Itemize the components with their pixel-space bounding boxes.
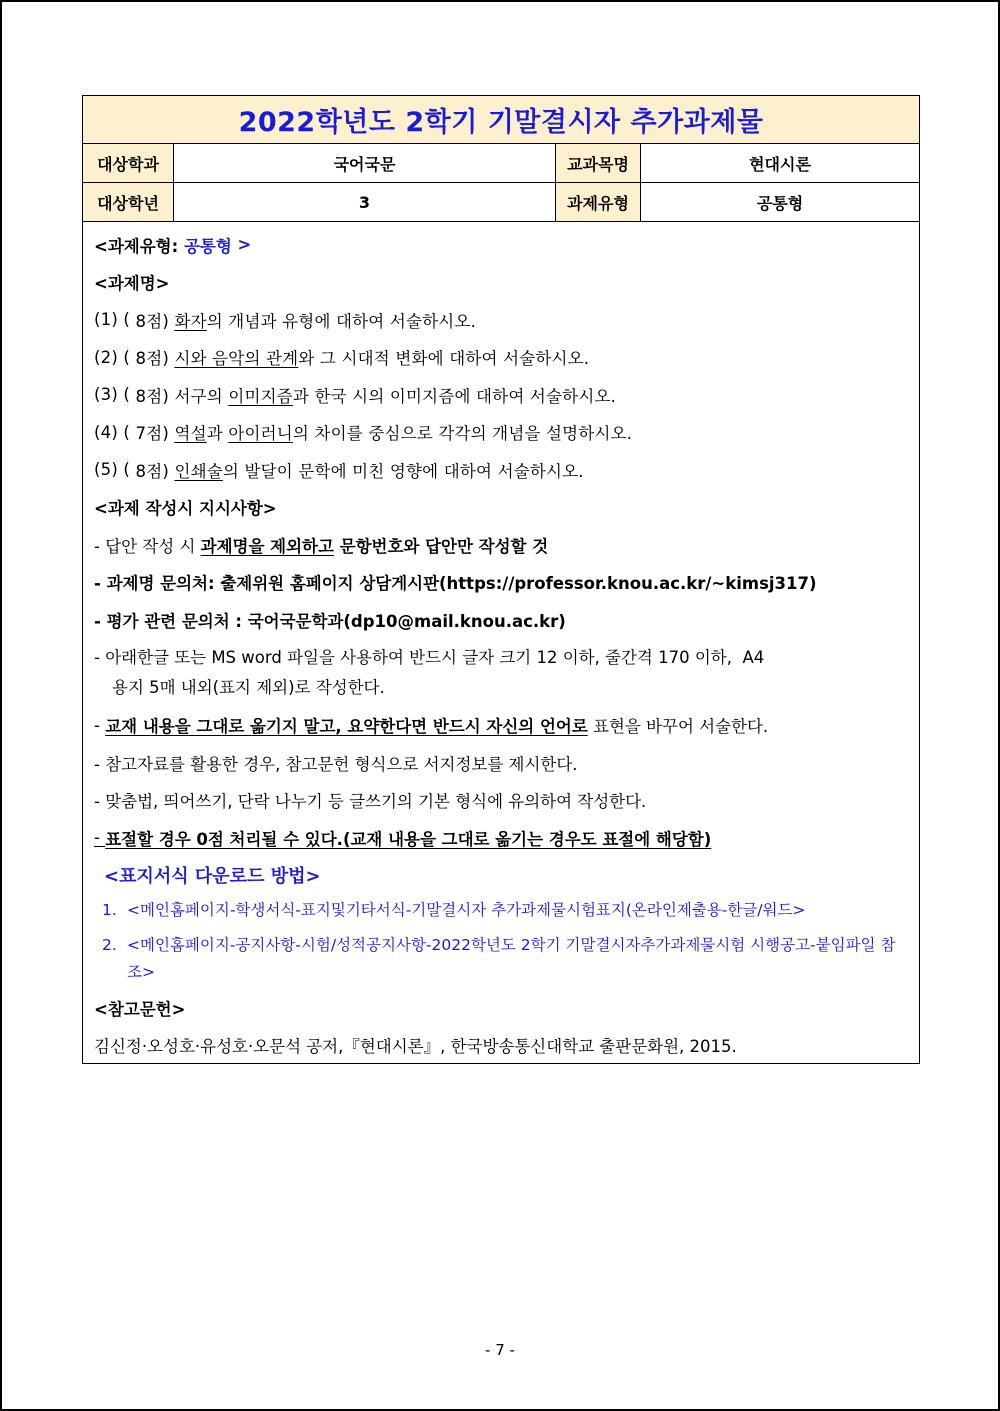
question-text: 와 그 시대적 변화에 대하여 서술하시오. xyxy=(298,349,590,369)
question-item xyxy=(94,376,907,414)
question-points: 8점) xyxy=(130,349,175,369)
instruction-text: 용지 5매 내외(표지 제외)로 작성한다. xyxy=(112,677,385,697)
question-text: 과 xyxy=(206,424,229,444)
meta-row-2 xyxy=(83,183,919,222)
question-number: (4) ( xyxy=(94,422,131,442)
page-title: 2022학년도 2학기 기말결시자 추가과제물 xyxy=(83,96,919,144)
instruction-2: - 과제명 문의처: 출제위원 홈페이지 상담게시판(https://professor.knou.ac.kr/~kimsj317) xyxy=(94,574,817,594)
instruction-text: 문항번호와 답안만 작성할 것 xyxy=(333,536,549,556)
download-heading: <표지서식 다운로드 방법> xyxy=(104,865,321,887)
question-points: 8점) xyxy=(130,461,175,481)
download-item-number: 2. xyxy=(102,935,117,954)
instruction-text: 표현을 바꾸어 서술한다. xyxy=(587,717,769,737)
year-value: 3 xyxy=(174,183,556,221)
instruction-text: - xyxy=(94,715,106,735)
question-keyword: 이미지즘 xyxy=(228,386,293,406)
instruction-emphasis: 교재 내용을 그대로 옮기지 말고, 요약한다면 반드시 자신의 언어로 xyxy=(105,717,588,737)
instruction-6: - 참고자료를 활용한 경우, 참고문헌 형식으로 서지정보를 제시한다. xyxy=(94,754,578,774)
instruction-emphasis: 표절할 경우 0점 처리될 수 있다.(교재 내용을 그대로 옮기는 경우도 표절에 해당함) xyxy=(105,829,712,849)
question-points: 7점) xyxy=(130,424,175,444)
instruction-7: - 맞춤법, 띄어쓰기, 단락 나누기 등 글쓰기의 기본 형식에 유의하여 작성한다. xyxy=(94,792,647,812)
task-type-value: 공통형 xyxy=(183,236,232,256)
question-text: 의 차이를 중심으로 각각의 개념을 설명하시오. xyxy=(292,424,633,444)
instruction-8 xyxy=(94,819,907,857)
year-label: 대상학년 xyxy=(83,183,174,221)
instructions-heading: <과제 작성시 지시사항> xyxy=(94,499,277,519)
references-heading: <참고문헌> xyxy=(94,1000,186,1020)
question-number: (2) ( xyxy=(94,347,131,367)
download-item xyxy=(102,893,907,928)
download-item-text: <메인홈페이지-학생서식-표지및기타서식-기말결시자 추가과제물시험표지(온라인제출용-한글/워드> xyxy=(127,900,806,919)
task-type-prefix: <과제유형: xyxy=(94,236,184,256)
question-text: 의 발달이 문학에 미친 영향에 대하여 서술하시오. xyxy=(222,461,584,481)
question-keyword: 역설 xyxy=(174,424,207,444)
question-item xyxy=(94,339,907,377)
instruction-1 xyxy=(94,526,907,564)
instruction-3: - 평가 관련 문의처 : 국어국문학과(dp10@mail.knou.ac.kr) xyxy=(94,611,566,631)
dept-value: 국어국문 xyxy=(174,144,556,182)
question-list xyxy=(94,301,907,489)
assignment-body xyxy=(83,222,919,1063)
question-item xyxy=(94,414,907,452)
question-keyword: 화자 xyxy=(174,311,207,331)
task-name-heading: <과제명> xyxy=(94,274,170,294)
download-item-number: 1. xyxy=(102,900,117,919)
type-value: 공통형 xyxy=(756,193,804,213)
download-item xyxy=(102,928,907,990)
question-number: (3) ( xyxy=(94,385,131,405)
dept-label: 대상학과 xyxy=(83,144,174,182)
question-number: (5) ( xyxy=(94,460,131,480)
task-type-line xyxy=(94,226,907,264)
question-text: 의 개념과 유형에 대하여 서술하시오. xyxy=(206,311,477,331)
meta-row-1 xyxy=(83,144,919,183)
question-keyword: 인쇄술 xyxy=(174,461,223,481)
instruction-text: - xyxy=(94,828,106,848)
instruction-5 xyxy=(94,707,907,745)
instruction-text: - 아래한글 또는 MS word 파일을 사용하여 반드시 글자 크기 12 이하, 줄간격 170 이하, A4 xyxy=(94,647,765,667)
course-value: 현대시론 xyxy=(749,154,811,174)
question-item xyxy=(94,301,907,339)
question-item xyxy=(94,451,907,489)
question-keyword: 시와 음악의 관계 xyxy=(174,349,299,369)
type-label: 과제유형 xyxy=(556,183,641,221)
assignment-sheet xyxy=(82,95,920,1064)
question-text: 과 한국 시의 이미지즘에 대하여 서술하시오. xyxy=(292,386,617,406)
question-number: (1) ( xyxy=(94,310,131,330)
task-type-suffix: > xyxy=(231,235,252,255)
instruction-text: - 답안 작성 시 xyxy=(94,536,201,556)
question-points: 8점) xyxy=(130,311,175,331)
instruction-emphasis: 과제명을 제외하고 xyxy=(200,536,334,556)
instruction-4 xyxy=(94,639,907,707)
course-label: 교과목명 xyxy=(556,144,641,182)
question-text: 서구의 xyxy=(174,386,229,406)
download-item-text: <메인홈페이지-공지사항-시험/성적공지사항-2022학년도 2학기 기말결시자추가과제물시험 시행공고-붙임파일 참조> xyxy=(127,935,896,981)
download-list xyxy=(94,893,907,990)
page-number: - 7 - xyxy=(485,1341,515,1359)
question-points: 8점) xyxy=(130,386,175,406)
reference-entry: 김신정·오성호·유성호·오문석 공저,『현대시론』, 한국방송통신대학교 출판문화원, 2015. xyxy=(94,1037,737,1056)
question-keyword: 아이러니 xyxy=(228,424,293,444)
